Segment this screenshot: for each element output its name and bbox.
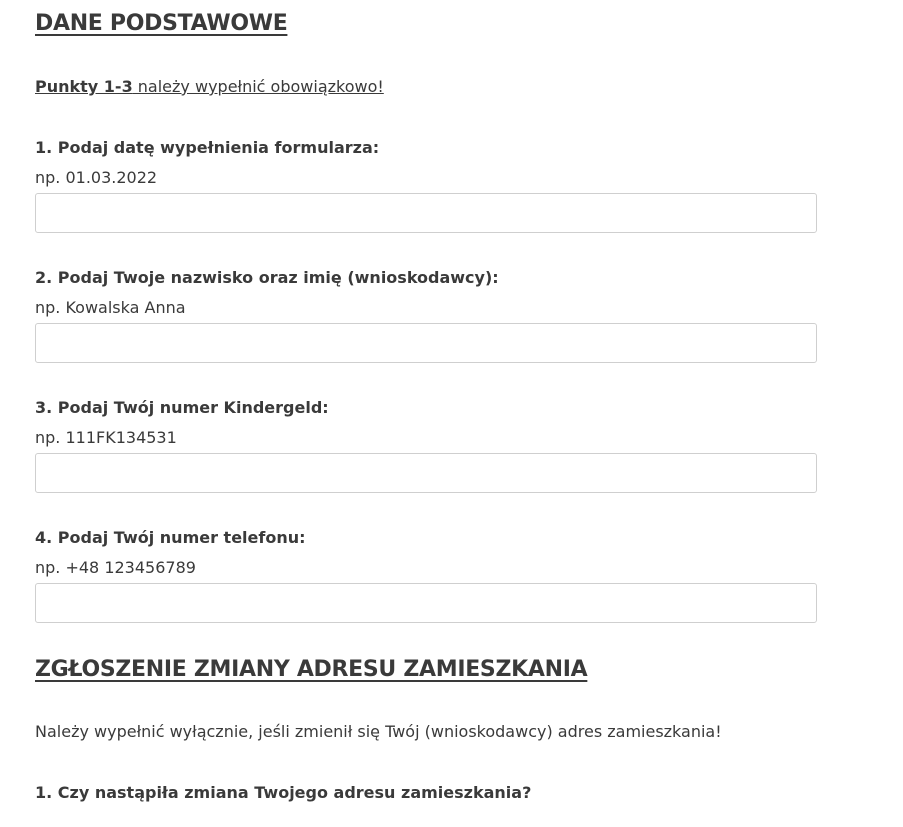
field-label: 2. Podaj Twoje nazwisko oraz imię (wnioskodawcy):: [35, 268, 499, 287]
field-label: 3. Podaj Twój numer Kindergeld:: [35, 398, 329, 417]
required-fields-note: [35, 77, 384, 96]
field-label: 4. Podaj Twój numer telefonu:: [35, 528, 306, 547]
section-title-basic-data: DANE PODSTAWOWE: [35, 11, 288, 36]
question-address-changed: 1. Czy nastąpiła zmiana Twojego adresu zamieszkania?: [35, 783, 532, 802]
field-phone-number: [35, 527, 817, 623]
field-example: np. Kowalska Anna: [35, 298, 186, 317]
kindergeld-number-input[interactable]: [35, 453, 817, 493]
field-example: np. 01.03.2022: [35, 168, 158, 187]
applicant-name-input[interactable]: [35, 323, 817, 363]
address-change-note: Należy wypełnić wyłącznie, jeśli zmienił się Twój (wnioskodawcy) adres zamieszkania!: [35, 722, 722, 741]
field-example: np. +48 123456789: [35, 558, 196, 577]
required-note-text: należy wypełnić obowiązkowo!: [132, 77, 384, 96]
field-label: 1. Podaj datę wypełnienia formularza:: [35, 138, 380, 157]
field-form-date: [35, 137, 817, 233]
required-note-bold: Punkty 1-3: [35, 77, 133, 96]
field-kindergeld-number: [35, 397, 817, 493]
form-date-input[interactable]: [35, 193, 817, 233]
field-example: np. 111FK134531: [35, 428, 177, 447]
phone-number-input[interactable]: [35, 583, 817, 623]
section-title-address-change: ZGŁOSZENIE ZMIANY ADRESU ZAMIESZKANIA: [35, 657, 588, 682]
field-applicant-name: [35, 267, 817, 363]
